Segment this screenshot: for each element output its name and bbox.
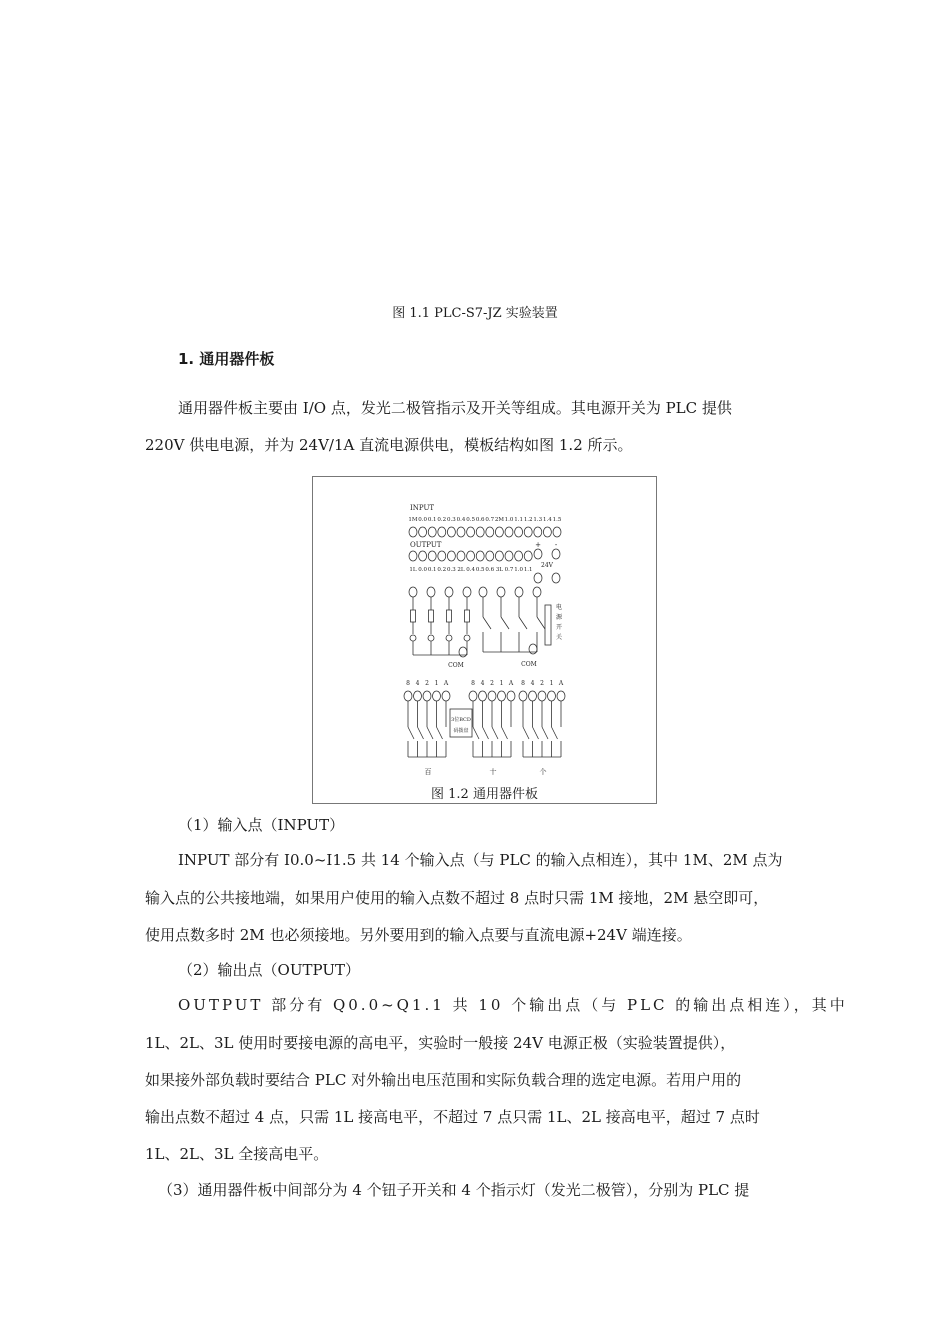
bcd-weight-label: 1 [549, 680, 554, 687]
bcd-switch [492, 727, 498, 739]
item-2-line-4: 输出点数不超过 4 点，只需 1L 接高电平，不超过 7 点只需 1L、2L 接高电平，超过 7 点时 [145, 1108, 760, 1126]
bcd-weight-label: 8 [521, 680, 525, 687]
input-terminal [447, 527, 455, 537]
bcd-switch [427, 727, 433, 739]
bcd-terminal [529, 691, 537, 701]
figure-1-1-caption: 图 1.1 PLC-S7-JZ 实验装置 [392, 306, 558, 321]
bcd-terminal [498, 691, 506, 701]
input-terminal [486, 527, 494, 537]
input-terminal-label: 0.4 [456, 517, 466, 523]
item-2-title: （2）输出点（OUTPUT） [178, 961, 360, 979]
bcd-terminal [557, 691, 565, 701]
bcd-switch [437, 727, 443, 739]
input-terminal [515, 527, 523, 537]
switch-terminal [479, 587, 487, 597]
output-terminal-label: 0.0 [418, 567, 427, 573]
input-terminal-label: 1.2 [523, 517, 533, 523]
supply-terminal [552, 549, 560, 559]
bcd-terminal [488, 691, 496, 701]
input-terminal-label: 0.2 [437, 517, 447, 523]
bcd-box-label: 3位BCD [451, 717, 471, 723]
input-terminal [524, 527, 532, 537]
toggle-switch [483, 617, 491, 629]
bcd-terminal [538, 691, 546, 701]
input-terminal-label: 0.3 [447, 517, 456, 523]
item-2-line-5: 1L、2L、3L 全接高电平。 [145, 1145, 329, 1163]
bcd-switch [502, 727, 508, 739]
input-terminal [495, 527, 503, 537]
led-icon [446, 635, 452, 641]
bcd-terminal [548, 691, 556, 701]
bcd-weight-label: 8 [406, 680, 410, 687]
input-terminal-label: 1.1 [514, 517, 523, 523]
item-1-title: （1）输入点（INPUT） [178, 816, 345, 834]
section-heading: 1. 通用器件板 [178, 350, 275, 368]
bcd-weight-label: 2 [540, 680, 544, 687]
output-terminal [524, 551, 532, 561]
bcd-terminal [469, 691, 477, 701]
bcd-terminal [479, 691, 487, 701]
figure-1-2-caption: 图 1.2 通用器件板 [431, 787, 538, 802]
supply-terminal [552, 573, 560, 583]
bcd-weight-label: 4 [530, 680, 535, 687]
power-switch-icon [545, 605, 551, 645]
led-terminal [463, 587, 471, 597]
input-terminal [467, 527, 475, 537]
toggle-switch [519, 617, 527, 629]
input-terminal-label: 0.6 [475, 517, 485, 523]
input-terminal [438, 527, 446, 537]
output-terminal-label: 1L [409, 567, 417, 573]
item-3-line-1: （3）通用器件板中间部分为 4 个钮子开关和 4 个指示灯（发光二极管），分别为 PLC 提 [158, 1181, 750, 1199]
led-resistor [411, 610, 416, 622]
bcd-switch [552, 727, 558, 739]
bcd-weight-label: 2 [425, 680, 429, 687]
output-terminal-label: 3L [495, 567, 503, 573]
output-terminal [486, 551, 494, 561]
item-2-line-3: 如果接外部负载时要结合 PLC 对外输出电压范围和实际负载合理的选定电源。若用户用的 [145, 1071, 742, 1089]
com-right-label: COM [521, 661, 537, 668]
com-terminal [529, 644, 537, 654]
input-terminal-label: 2M [494, 517, 504, 523]
output-terminal [467, 551, 475, 561]
paragraph-1-line-1: 通用器件板主要由 I/O 点，发光二极管指示及开关等组成。其电源开关为 PLC 提供 [178, 399, 732, 417]
figure-1-2-general-board [312, 476, 657, 804]
bcd-weight-label: A [443, 680, 449, 687]
power-switch-label: 电 [555, 604, 563, 611]
switch-terminal [515, 587, 523, 597]
input-terminal [457, 527, 465, 537]
bcd-switch [542, 727, 548, 739]
toggle-switch [501, 617, 509, 629]
led-terminal [427, 587, 435, 597]
input-terminal-label: 0.5 [466, 517, 475, 523]
output-terminal-label: 0.2 [437, 567, 447, 573]
input-terminal [543, 527, 551, 537]
output-terminal [447, 551, 455, 561]
output-label: OUTPUT [410, 541, 442, 549]
bcd-box-label: 码拨盘 [453, 728, 469, 734]
output-terminal [457, 551, 465, 561]
output-terminal [409, 551, 417, 561]
power-switch-label: 开 [555, 624, 563, 631]
output-terminal [495, 551, 503, 561]
input-terminal [419, 527, 427, 537]
bcd-terminal [442, 691, 450, 701]
led-icon [428, 635, 434, 641]
bcd-switch [533, 727, 539, 739]
input-terminal-label: 1M [408, 517, 418, 523]
supply-minus: - [554, 541, 558, 549]
output-terminal-label: 0.3 [447, 567, 456, 573]
item-2-line-1: OUTPUT 部分有 Q0.0~Q1.1 共 10 个输出点（与 PLC 的输出点相连），其中 [178, 996, 848, 1014]
bcd-switch [473, 727, 479, 739]
led-resistor [447, 610, 452, 622]
bcd-terminal [423, 691, 431, 701]
supply-voltage: 24V [541, 562, 553, 569]
bcd-weight-label: A [508, 680, 514, 687]
output-terminal-label: 1.1 [523, 567, 533, 573]
input-terminal [409, 527, 417, 537]
bcd-switch [408, 727, 414, 739]
led-resistor [429, 610, 434, 622]
input-terminal-label: 1.4 [543, 517, 552, 523]
input-terminal-label: 0.0 [418, 517, 427, 523]
bcd-switch [418, 727, 424, 739]
input-terminal-label: 1.3 [533, 517, 543, 523]
input-terminal-label: 1.5 [552, 517, 562, 523]
input-terminal [553, 527, 561, 537]
input-terminal [505, 527, 513, 537]
paragraph-1-line-2: 220V 供电电源，并为 24V/1A 直流电源供电，模板结构如图 1.2 所示。 [145, 436, 633, 454]
switch-terminal [497, 587, 505, 597]
supply-terminal [534, 573, 542, 583]
item-1-line-3: 使用点数多时 2M 也必须接地。另外要用到的输入点要与直流电源+24V 端连接。 [145, 926, 692, 944]
bcd-weight-label: 1 [434, 680, 439, 687]
input-terminal-label: 0.1 [427, 517, 437, 523]
bcd-terminal [519, 691, 527, 701]
supply-plus: + [535, 541, 541, 549]
bcd-weight-label: 4 [480, 680, 485, 687]
output-terminal-label: 0.4 [466, 567, 475, 573]
com-left-label: COM [448, 662, 464, 669]
bcd-switch [483, 727, 489, 739]
bcd-switch [523, 727, 529, 739]
bcd-weight-label: 4 [415, 680, 420, 687]
output-terminal-label: 1.0 [514, 567, 523, 573]
led-terminal [409, 587, 417, 597]
input-terminal [476, 527, 484, 537]
output-terminal [419, 551, 427, 561]
input-terminal [428, 527, 436, 537]
output-terminal-label: 2L [457, 567, 465, 573]
led-icon [464, 635, 470, 641]
bcd-terminal [433, 691, 441, 701]
output-terminal [515, 551, 523, 561]
supply-terminal [534, 549, 542, 559]
digit-label: 十 [489, 768, 497, 776]
output-terminal-label: 0.5 [475, 567, 485, 573]
digit-label: 百 [424, 768, 432, 776]
input-terminal [534, 527, 542, 537]
output-terminal [438, 551, 446, 561]
input-terminal-label: 0.7 [485, 517, 495, 523]
led-icon [410, 635, 416, 641]
bcd-weight-label: A [558, 680, 564, 687]
output-terminal [505, 551, 513, 561]
toggle-switch [537, 617, 545, 629]
led-resistor [465, 610, 470, 622]
power-switch-label: 关 [555, 634, 563, 641]
item-1-line-1: INPUT 部分有 I0.0~I1.5 共 14 个输入点（与 PLC 的输入点相连），其中 1M、2M 点为 [178, 851, 783, 869]
power-switch-label: 源 [555, 614, 563, 621]
input-terminal-label: 1.0 [504, 517, 514, 523]
bcd-terminal [404, 691, 412, 701]
output-terminal-label: 0.6 [485, 567, 495, 573]
input-label: INPUT [410, 504, 435, 512]
led-terminal [445, 587, 453, 597]
item-1-line-2: 输入点的公共接地端，如果用户使用的输入点数不超过 8 点时只需 1M 接地，2M 悬空即可， [145, 889, 769, 907]
com-terminal [459, 647, 467, 657]
switch-terminal [533, 587, 541, 597]
digit-label: 个 [539, 768, 547, 776]
output-terminal [476, 551, 484, 561]
bcd-terminal [507, 691, 515, 701]
output-terminal-label: 0.7 [504, 567, 514, 573]
bcd-weight-label: 1 [499, 680, 504, 687]
output-terminal-label: 0.1 [427, 567, 437, 573]
bcd-terminal [414, 691, 422, 701]
output-terminal [428, 551, 436, 561]
item-2-line-2: 1L、2L、3L 使用时要接电源的高电平，实验时一般接 24V 电源正极（实验装置提供）， [145, 1034, 736, 1052]
bcd-weight-label: 8 [471, 680, 475, 687]
board-diagram [313, 477, 658, 777]
bcd-weight-label: 2 [490, 680, 494, 687]
